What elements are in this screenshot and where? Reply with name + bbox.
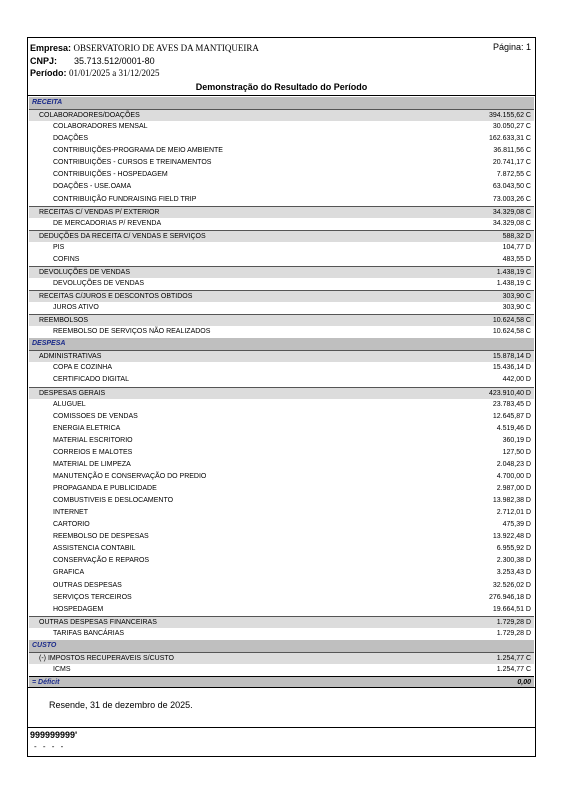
table-bottom-divider xyxy=(28,687,535,688)
row-label: DESPESAS GERAIS xyxy=(39,389,106,397)
item-row xyxy=(29,519,534,531)
group-row xyxy=(29,109,534,121)
row-label: RECEITAS C/ VENDAS P/ EXTERIOR xyxy=(39,208,160,216)
row-label: OUTRAS DESPESAS FINANCEIRAS xyxy=(39,618,157,626)
row-value: 3.253,43 D xyxy=(496,569,531,577)
row-value: 15.436,14 D xyxy=(492,364,531,372)
item-row xyxy=(29,507,534,519)
row-value: 394.155,62 C xyxy=(488,112,531,120)
row-value: 34.329,08 C xyxy=(492,208,531,216)
row-value: 2.048,23 D xyxy=(496,460,531,468)
group-row xyxy=(29,206,534,218)
row-label: COMISSOES DE VENDAS xyxy=(53,412,138,420)
item-row xyxy=(29,326,534,338)
period-line xyxy=(30,67,160,79)
item-row xyxy=(29,362,534,374)
row-value: 15.878,14 D xyxy=(492,353,531,361)
item-row xyxy=(29,194,534,206)
row-value: 360,19 D xyxy=(502,436,531,444)
row-label: DOAÇÕES xyxy=(53,135,89,143)
row-value: 276.946,18 D xyxy=(488,593,531,601)
row-label: CERTIFICADO DIGITAL xyxy=(53,376,129,384)
row-value: 20.741,17 C xyxy=(492,159,531,167)
row-value: 1.438,19 C xyxy=(496,268,531,276)
row-value: 0,00 xyxy=(517,679,531,686)
row-label: SERVIÇOS TERCEIROS xyxy=(53,593,132,601)
item-row xyxy=(29,278,534,290)
row-label: ENERGIA ELETRICA xyxy=(53,424,121,432)
item-row xyxy=(29,423,534,435)
row-label: COLABORADORES/DOAÇÕES xyxy=(39,112,140,120)
row-label: PROPAGANDA E PUBLICIDADE xyxy=(53,485,157,492)
row-label: CORREIOS E MALOTES xyxy=(53,448,133,456)
row-label: DOAÇÕES - USE.OAMA xyxy=(53,183,132,191)
cnpj-label: CNPJ: xyxy=(30,56,58,66)
cnpj-line xyxy=(30,55,155,67)
row-label: REEMBOLSO DE DESPESAS xyxy=(53,533,149,541)
row-value: 12.645,87 D xyxy=(492,412,531,420)
signature-code: 999999999' xyxy=(30,730,78,740)
item-row xyxy=(29,555,534,567)
row-value: 2.712,01 D xyxy=(496,509,531,517)
item-row xyxy=(29,628,534,640)
row-value: 19.664,51 D xyxy=(492,605,531,613)
row-label: ASSISTENCIA CONTABIL xyxy=(53,545,136,553)
row-value: 10.624,58 C xyxy=(492,328,531,336)
row-value: 10.624,58 C xyxy=(492,317,531,325)
item-row xyxy=(29,145,534,157)
row-label: DE MERCADORIAS P/ REVENDA xyxy=(53,219,162,227)
section-header-row xyxy=(29,640,534,652)
row-label: GRAFICA xyxy=(53,569,85,577)
item-row xyxy=(29,531,534,543)
row-label: COMBUSTIVEIS E DESLOCAMENTO xyxy=(53,497,174,505)
row-value: 36.811,56 C xyxy=(493,147,531,155)
company-label: Empresa: xyxy=(30,43,72,53)
row-value: 1.729,28 D xyxy=(496,618,531,626)
item-row xyxy=(29,592,534,604)
row-value: 483,55 D xyxy=(502,255,531,263)
row-label: TARIFAS BANCÁRIAS xyxy=(53,629,125,637)
row-label: ALUGUEL xyxy=(53,400,86,408)
item-row xyxy=(29,302,534,314)
item-row xyxy=(29,471,534,483)
signature-dots: - - - - xyxy=(34,742,66,751)
row-value: 303,90 C xyxy=(502,293,531,300)
item-row xyxy=(29,254,534,266)
section-header-row xyxy=(29,338,534,350)
row-label: DEVOLUÇÕES DE VENDAS xyxy=(39,268,131,276)
row-label: CONSERVAÇÃO E REPAROS xyxy=(53,557,150,565)
row-label: MATERIAL ESCRITORIO xyxy=(53,436,133,444)
row-value: 63.043,50 C xyxy=(492,183,531,191)
page-number: Página: 1 xyxy=(492,42,531,52)
item-row xyxy=(29,495,534,507)
row-label: RECEITAS C/JUROS E DESCONTOS OBTIDOS xyxy=(39,293,193,300)
row-value: 1.438,19 C xyxy=(496,279,531,287)
row-value: 588,32 D xyxy=(502,232,531,240)
item-row xyxy=(29,169,534,181)
row-label: ADMINISTRATIVAS xyxy=(39,353,102,361)
row-value: 13.982,38 D xyxy=(492,497,531,505)
period-label: Período: xyxy=(30,68,67,78)
item-row xyxy=(29,543,534,555)
row-value: 30.050,27 C xyxy=(492,123,531,131)
row-label: (-) IMPOSTOS RECUPERAVEIS S/CUSTO xyxy=(39,654,174,662)
row-value: 104,77 D xyxy=(502,243,531,251)
company-name: OBSERVATORIO DE AVES DA MANTIQUEIRA xyxy=(73,43,259,53)
row-value: 23.783,45 D xyxy=(492,400,531,408)
row-label: COLABORADORES MENSAL xyxy=(53,123,148,131)
row-label: COFINS xyxy=(53,255,80,263)
row-value: 1.254,77 C xyxy=(496,654,531,662)
row-value: 442,00 D xyxy=(502,376,531,384)
item-row xyxy=(29,483,534,495)
period-value: 01/01/2025 a 31/12/2025 xyxy=(69,68,160,78)
company-line xyxy=(30,42,259,54)
group-row xyxy=(29,230,534,242)
group-row xyxy=(29,616,534,628)
title-divider xyxy=(28,95,535,96)
group-row xyxy=(29,266,534,278)
row-value: 73.003,26 C xyxy=(492,195,531,203)
item-row xyxy=(29,242,534,254)
report-title: Demonstração do Resultado do Período xyxy=(195,82,368,92)
row-label: CONTRIBUIÇÕES - CURSOS E TREINAMENTOS xyxy=(53,159,212,167)
row-value: 6.955,92 D xyxy=(496,545,531,553)
row-label: DESPESA xyxy=(32,340,66,348)
row-label: JUROS ATIVO xyxy=(53,304,99,312)
row-label: CARTORIO xyxy=(53,521,90,529)
item-row xyxy=(29,133,534,145)
row-value: 4.519,46 D xyxy=(496,424,531,432)
row-value: 7.872,55 C xyxy=(496,171,531,179)
group-row xyxy=(29,314,534,326)
row-value: 2.987,00 D xyxy=(496,485,531,492)
row-value: 1.729,28 D xyxy=(496,629,531,637)
group-row xyxy=(29,290,534,302)
row-value: 13.922,48 D xyxy=(492,533,531,541)
item-row xyxy=(29,580,534,592)
report-page xyxy=(27,37,536,757)
item-row xyxy=(29,157,534,169)
group-row xyxy=(29,350,534,362)
row-value: 32.526,02 D xyxy=(492,581,531,589)
footer-date: Resende, 31 de dezembro de 2025. xyxy=(49,700,193,710)
section-header-row xyxy=(29,97,534,109)
row-value: 423.910,40 D xyxy=(488,389,531,397)
row-label: COPA E COZINHA xyxy=(53,364,112,372)
row-label: DEVOLUÇÕES DE VENDAS xyxy=(53,279,145,287)
item-row xyxy=(29,459,534,471)
row-value: 162.633,31 C xyxy=(488,135,531,143)
row-label: INTERNET xyxy=(53,509,88,517)
row-value: 2.300,38 D xyxy=(496,557,531,565)
row-label: MANUTENÇÃO E CONSERVAÇÃO DO PREDIO xyxy=(53,472,207,480)
item-row xyxy=(29,447,534,459)
result-table xyxy=(29,97,534,688)
row-label: = Déficit xyxy=(32,679,60,686)
row-value: 127,50 D xyxy=(502,448,531,456)
item-row xyxy=(29,399,534,411)
row-label: CONTRIBUIÇÃO FUNDRAISING FIELD TRIP xyxy=(53,195,197,203)
row-label: REEMBOLSOS xyxy=(39,317,89,325)
item-row xyxy=(29,435,534,447)
item-row xyxy=(29,218,534,230)
row-label: REEMBOLSO DE SERVIÇOS NÃO REALIZADOS xyxy=(53,328,211,336)
row-label: ICMS xyxy=(53,665,71,673)
row-label: PIS xyxy=(53,243,65,251)
group-row xyxy=(29,387,534,399)
signature-divider xyxy=(28,727,535,728)
item-row xyxy=(29,374,534,386)
row-label: RECEITA xyxy=(32,99,63,106)
row-label: OUTRAS DESPESAS xyxy=(53,581,122,589)
cnpj-value: 35.713.512/0001-80 xyxy=(74,56,155,66)
row-label: MATERIAL DE LIMPEZA xyxy=(53,460,131,468)
item-row xyxy=(29,604,534,616)
row-value: 1.254,77 C xyxy=(496,665,531,673)
row-label: DEDUÇÕES DA RECEITA C/ VENDAS E SERVIÇOS xyxy=(39,232,206,240)
item-row xyxy=(29,411,534,423)
row-label: HOSPEDAGEM xyxy=(53,605,104,613)
row-label: CONTRIBUIÇÕES - HOSPEDAGEM xyxy=(53,171,168,179)
row-label: CONTRIBUIÇÕES-PROGRAMA DE MEIO AMBIENTE xyxy=(53,147,223,155)
group-row xyxy=(29,652,534,664)
item-row xyxy=(29,567,534,579)
row-value: 475,39 D xyxy=(502,521,531,529)
row-value: 34.329,08 C xyxy=(492,219,531,227)
row-value: 4.700,00 D xyxy=(496,472,531,480)
item-row xyxy=(29,664,534,676)
item-row xyxy=(29,181,534,193)
row-value: 303,90 C xyxy=(502,304,531,312)
item-row xyxy=(29,121,534,133)
row-label: CUSTO xyxy=(32,641,57,649)
